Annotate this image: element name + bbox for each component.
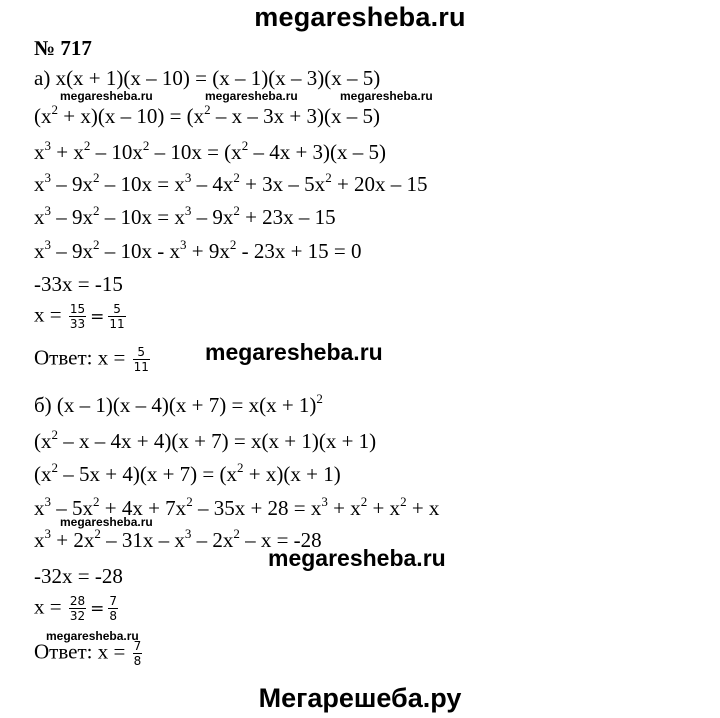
part-a-line-7: -33x = -15	[34, 272, 123, 296]
part-b-line-3: $(x^2 - 5x + 4)(x + 7) = (x^2 + x)(x + 1)$	[34, 460, 341, 486]
fraction: $\frac{7}{8}$	[133, 639, 142, 668]
watermark-small-2: megaresheba.ru	[205, 89, 298, 103]
part-a-line-4: $x^3 - 9x^2 - 10x = x^3 - 4x^2 + 3x - 5x^2 + 20x - 15$	[34, 170, 428, 196]
site-watermark-header: megaresheba.ru	[254, 2, 466, 32]
part-b-line-1: б) $(x - 1)(x - 4)(x + 7) = x(x + 1)^2$	[34, 391, 323, 417]
task-number: № 717	[34, 36, 92, 60]
part-a-line-5: $x^3 - 9x^2 - 10x = x^3 - 9x^2 + 23x - 15$	[34, 203, 336, 229]
part-a-line-2: $(x^2 + x)(x - 10) = (x^2 - x - 3x + 3)(x - 5)$	[34, 102, 380, 128]
site-watermark-footer: Мегарешеба.ру	[258, 683, 462, 713]
part-a-line-8: x = $\frac{15}{33}$ = $\frac{5}{11}$	[34, 302, 125, 331]
part-a-line-1: а) x(x + 1)(x – 10) = (x – 1)(x – 3)(x – 5)	[34, 66, 381, 90]
part-a-line-6: $x^3 - 9x^2 - 10x - x^3 + 9x^2 - 23x + 15 = 0$	[34, 237, 362, 263]
fraction: $\frac{5}{11}$	[133, 345, 149, 374]
part-b-line-5: $x^3 + 2x^2 - 31x - x^3 - 2x^2 - x = -28$	[34, 526, 322, 552]
watermark-small-1: megaresheba.ru	[60, 89, 153, 103]
watermark-mid-1: megaresheba.ru	[205, 339, 383, 365]
part-a-line-3: $x^3 + x^2 - 10x^2 - 10x = (x^2 - 4x + 3)(x - 5)$	[34, 138, 387, 164]
fraction: $\frac{28}{32}$	[69, 594, 86, 623]
fraction: $\frac{15}{33}$	[69, 302, 86, 331]
watermark-mid-2: megaresheba.ru	[268, 545, 446, 571]
part-b-line-2: $(x^2 - x - 4x + 4)(x + 7) = x(x + 1)(x + 1)$	[34, 427, 377, 453]
watermark-small-5: megaresheba.ru	[46, 629, 139, 643]
watermark-small-4: megaresheba.ru	[60, 515, 153, 529]
part-b-line-6: -32x = -28	[34, 564, 123, 588]
fraction: $\frac{7}{8}$	[109, 594, 118, 623]
part-b-answer: Ответ: x = $\frac{7}{8}$	[34, 639, 142, 668]
watermark-small-3: megaresheba.ru	[340, 89, 433, 103]
part-b-line-7: x = $\frac{28}{32}$ = $\frac{7}{8}$	[34, 594, 118, 623]
part-b-line-4: $x^3 - 5x^2 + 4x + 7x^2 - 35x + 28 = x^3 + x^2 + x^2 + x$	[34, 494, 440, 520]
fraction: $\frac{5}{11}$	[109, 302, 125, 331]
part-a-answer: Ответ: x = $\frac{5}{11}$	[34, 345, 149, 374]
